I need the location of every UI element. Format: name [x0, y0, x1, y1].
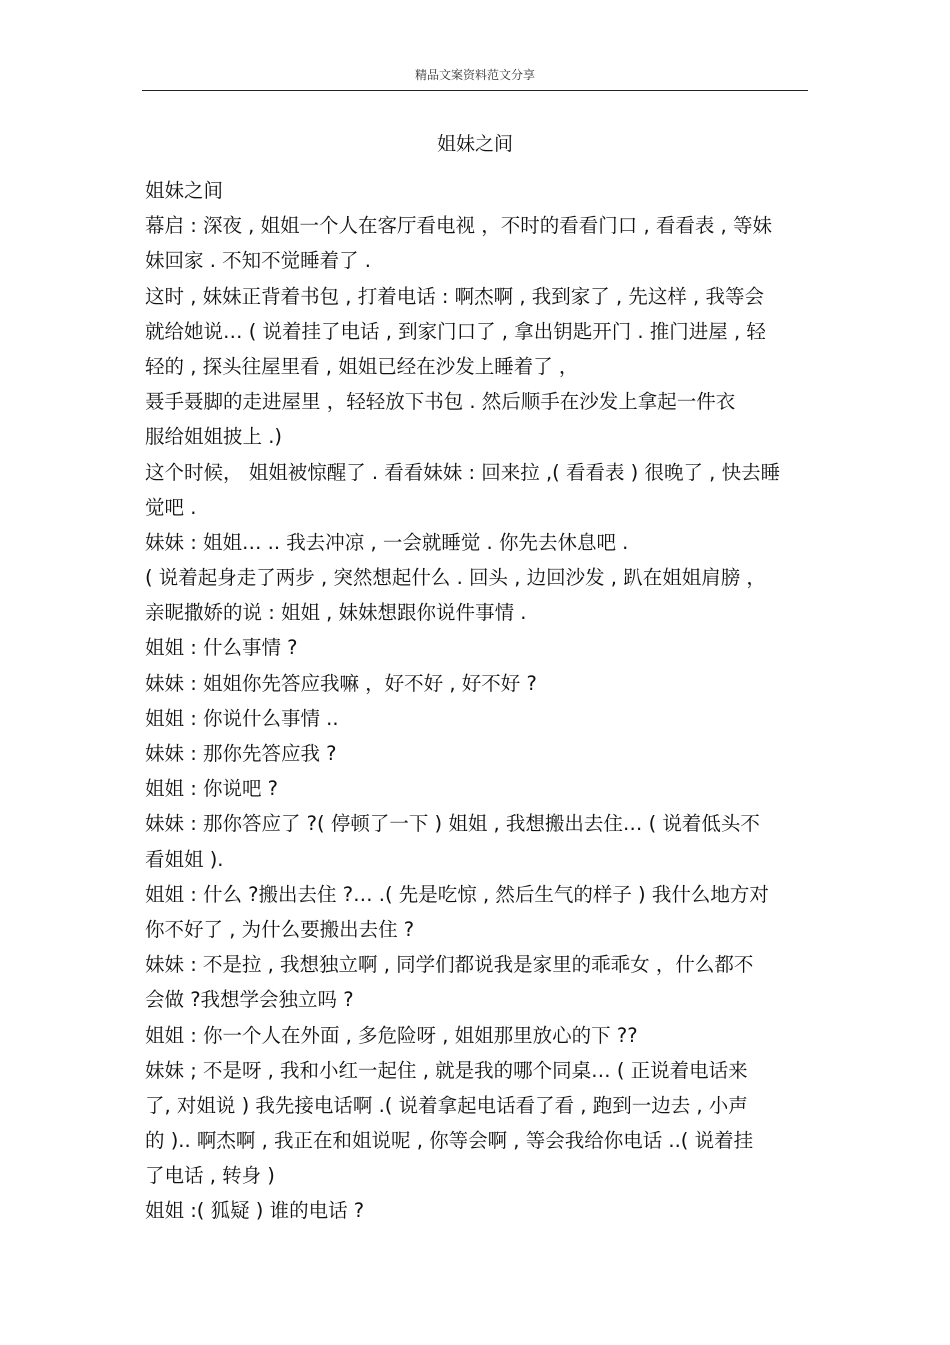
text-line: 姐姐 : 你说什么事情 .. — [145, 706, 339, 730]
text-line: 会做 ?我想学会独立吗 ? — [145, 988, 354, 1012]
text-line: 看姐姐 ). — [145, 847, 224, 871]
text-line: 你不好了 , 为什么要搬出去住 ? — [145, 917, 415, 941]
text-line: 了, 对姐说 ) 我先接电话啊 .( 说着拿起电话看了看 , 跑到一边去 , 小声 — [145, 1093, 748, 1117]
text-line: ( 说着起身走了两步 , 突然想起什么 . 回头 , 边回沙发 , 趴在姐姐肩膀 ， — [145, 566, 766, 590]
text-line: 轻的 , 探头往屋里看 , 姐姐已经在沙发上睡着了 ， — [145, 354, 579, 378]
text-line: 亲昵撒娇的说 : 姐姐 , 妹妹想跟你说件事情 . — [145, 601, 527, 625]
document-title: 姐妹之间 — [436, 133, 513, 155]
text-line: 妹妹 : 不是拉 , 我想独立啊 , 同学们都说我是家里的乖乖女 ，什么都不 — [145, 953, 754, 977]
text-line: 的 ).. 啊杰啊 , 我正在和姐说呢 , 你等会啊 , 等会我给你电话 ..( 说着挂 — [145, 1129, 754, 1153]
text-line: 妹妹 : 姐姐你先答应我嘛 ，好不好 , 好不好 ? — [145, 671, 537, 695]
text-line: 姐妹之间 — [145, 179, 224, 202]
text-line: 妹妹 : 姐姐… .. 我去冲凉 , 一会就睡觉 . 你先去休息吧 . — [145, 530, 629, 554]
text-line: 姐姐 : 你说吧 ? — [145, 777, 279, 801]
text-line: 姐姐 :( 狐疑 ) 谁的电话 ? — [145, 1199, 365, 1223]
text-line: 姐姐 : 你一个人在外面 , 多危险呀 , 姐姐那里放心的下 ?? — [145, 1023, 638, 1047]
header-divider — [142, 90, 808, 91]
text-line: 妹回家 . 不知不觉睡着了 . — [145, 249, 371, 273]
text-line: 这个时候， 姐姐被惊醒了 . 看看妹妹 : 回来拉 ,( 看看表 ) 很晚了 , 快去睡 — [145, 460, 781, 484]
text-line: 觉吧 . — [145, 495, 197, 519]
document-body — [145, 173, 815, 1229]
text-line: 这时 , 妹妹正背着书包 , 打着电话 : 啊杰啊 , 我到家了 , 先这样 , 我等会 — [145, 284, 764, 308]
text-line: 聂手聂脚的走进屋里 ，轻轻放下书包 . 然后顺手在沙发上拿起一件衣 — [145, 390, 736, 414]
text-line: 妹妹 : 那你答应了 ?( 停顿了一下 ) 姐姐 , 我想搬出去住… ( 说着低头不 — [145, 812, 760, 836]
page-header: 精品文案资料范文分享 — [414, 68, 535, 82]
text-line: 幕启 : 深夜 , 姐姐一个人在客厅看电视 ，不时的看看门口 , 看看表 , 等妹 — [145, 214, 772, 238]
text-line: 妹妹 : 那你先答应我 ? — [145, 742, 337, 765]
text-line: 姐姐 : 什么 ?搬出去住 ?… .( 先是吃惊 , 然后生气的样子 ) 我什么地方对 — [145, 882, 769, 906]
text-line: 了电话 , 转身 ) — [145, 1164, 275, 1188]
text-line: 就给她说… ( 说着挂了电话 , 到家门口了 , 拿出钥匙开门 . 推门进屋 , 轻 — [145, 319, 766, 343]
text-line: 妹妹 ; 不是呀 , 我和小红一起住 , 就是我的哪个同桌… ( 正说着电话来 — [145, 1058, 748, 1082]
text-line: 姐姐 : 什么事情 ? — [145, 636, 298, 660]
text-line: 服给姐姐披上 .) — [145, 425, 283, 449]
